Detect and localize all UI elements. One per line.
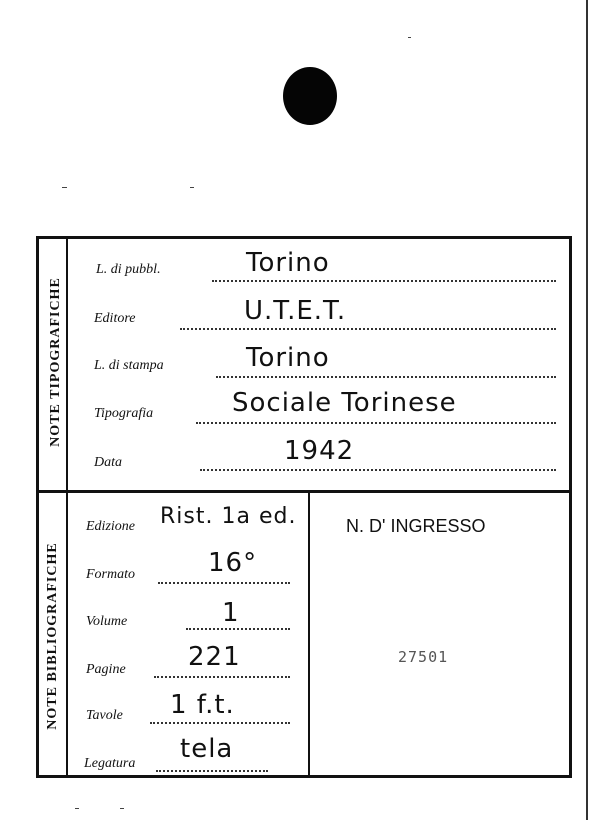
value-pagine: 221: [188, 642, 241, 672]
value-luogo-stampa: Torino: [246, 343, 330, 373]
label-edizione: Edizione: [86, 519, 135, 534]
section-title-bibliografiche: NOTE BIBLIOGRAFICHE: [45, 542, 60, 730]
dotted-line: [158, 582, 290, 584]
label-legatura: Legatura: [84, 756, 136, 771]
value-tipografia: Sociale Torinese: [232, 388, 457, 418]
value-data: 1942: [284, 436, 355, 466]
value-tavole: 1 f.t.: [170, 690, 235, 720]
ingresso-title: N. D' INGRESSO: [346, 516, 486, 536]
section-title-tipografiche: NOTE TIPOGRAFICHE: [48, 277, 63, 447]
value-formato: 16°: [208, 548, 258, 578]
dotted-line: [154, 676, 290, 678]
label-tavole: Tavole: [86, 708, 123, 723]
label-volume: Volume: [86, 614, 128, 629]
dotted-line: [180, 328, 556, 330]
card-right-edge: [586, 0, 588, 820]
ingresso-number: 27501: [398, 648, 449, 666]
dotted-line: [200, 469, 556, 471]
speck: [408, 37, 411, 38]
value-editore: U.T.E.T.: [244, 296, 347, 326]
punch-hole: [283, 67, 337, 125]
dotted-line: [196, 422, 556, 424]
value-edizione: Rist. 1a ed.: [160, 504, 297, 529]
value-volume: 1: [222, 598, 240, 628]
speck: [75, 808, 79, 809]
label-formato: Formato: [86, 567, 135, 582]
label-luogo-stampa: L. di stampa: [94, 358, 164, 373]
speck: [120, 808, 124, 809]
dotted-line: [186, 628, 290, 630]
ingresso-divider: [308, 492, 310, 776]
value-luogo-pubblicazione: Torino: [246, 248, 330, 278]
speck: [62, 187, 67, 188]
dotted-line: [150, 722, 290, 724]
label-editore: Editore: [94, 311, 136, 326]
value-legatura: tela: [180, 734, 234, 764]
section-divider: [38, 490, 570, 493]
label-data: Data: [94, 455, 122, 470]
label-tipografia: Tipografia: [94, 406, 154, 421]
dotted-line: [212, 280, 556, 282]
dotted-line: [216, 376, 556, 378]
speck: [190, 187, 194, 188]
label-pagine: Pagine: [86, 662, 126, 677]
label-luogo-pubblicazione: L. di pubbl.: [96, 262, 161, 277]
dotted-line: [156, 770, 268, 772]
title-column-divider: [66, 238, 68, 776]
